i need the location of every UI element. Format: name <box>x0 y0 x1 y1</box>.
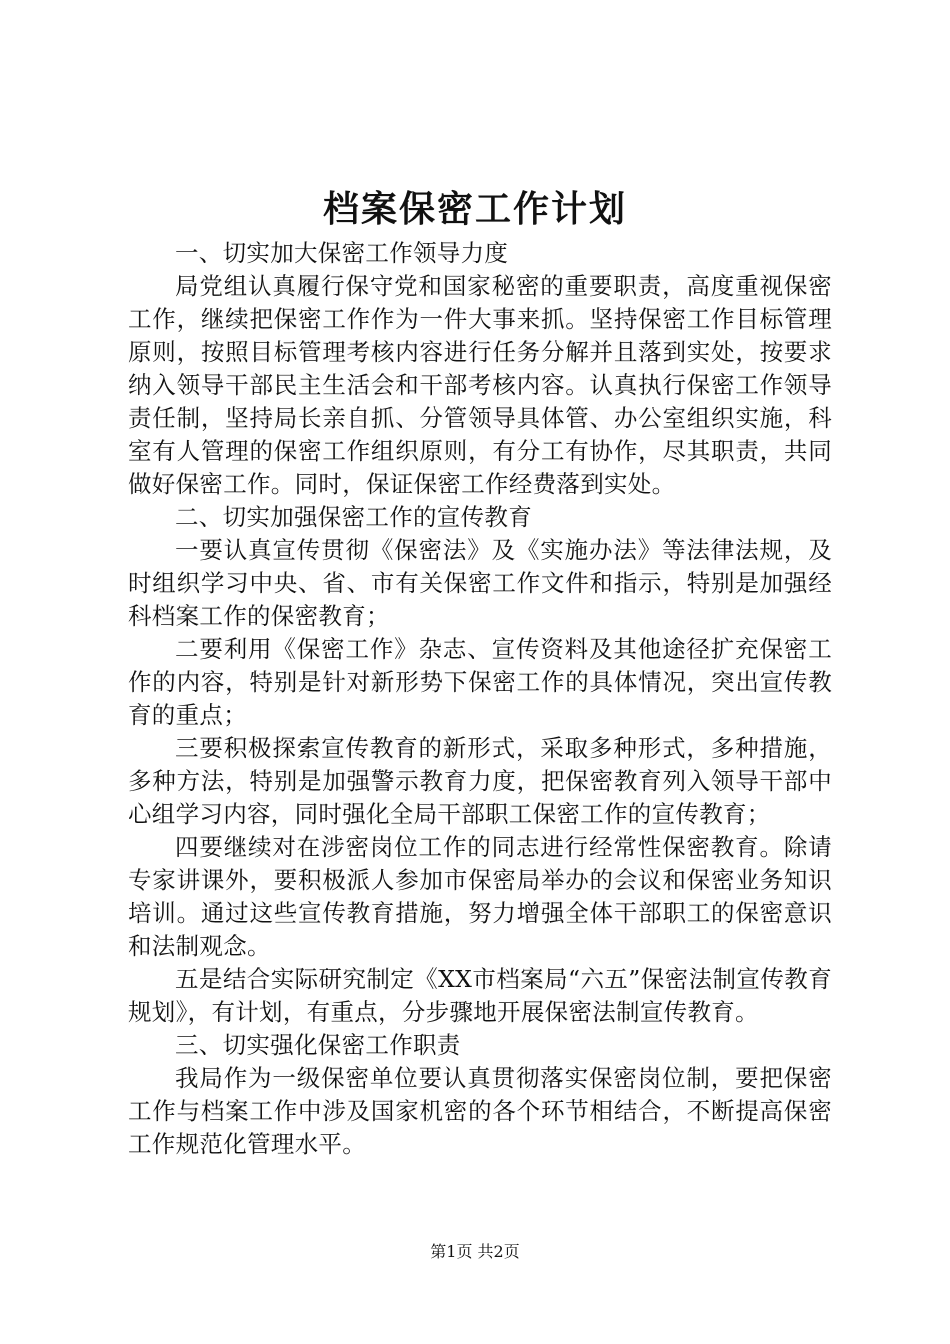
document-title: 档案保密工作计划 <box>322 188 627 230</box>
paragraph: 四要继续对在涉密岗位工作的同志进行经常性保密教育。除请专家讲课外，要积极派人参加市保密局举办的会议和保密业务知识培训。通过这些宣传教育措施，努力增强全体干部职工的保密意识和法制观念。 <box>128 833 832 960</box>
section-heading-3: 三、切实强化保密工作职责 <box>175 1031 461 1059</box>
paragraph: 我局作为一级保密单位要认真贯彻落实保密岗位制，要把保密工作与档案工作中涉及国家机密的各个环节相结合，不断提高保密工作规范化管理水平。 <box>128 1064 832 1158</box>
paragraph: 五是结合实际研究制定《XX市档案局“六五”保密法制宣传教育规划》，有计划，有重点，分步骤地开展保密法制宣传教育。 <box>128 965 832 1026</box>
document-body <box>128 237 832 1161</box>
paragraph: 三要积极探索宣传教育的新形式，采取多种形式，多种措施，多种方法，特别是加强警示教育力度，把保密教育列入领导干部中心组学习内容，同时强化全局干部职工保密工作的宣传教育； <box>128 734 832 828</box>
section-heading-2: 二、切实加强保密工作的宣传教育 <box>175 503 532 531</box>
paragraph: 一要认真宣传贯彻《保密法》及《实施办法》等法律法规，及时组织学习中央、省、市有关保密工作文件和指示，特别是加强经科档案工作的保密教育； <box>128 536 832 630</box>
paragraph: 局党组认真履行保守党和国家秘密的重要职责，高度重视保密工作，继续把保密工作作为一件大事来抓。坚持保密工作目标管理原则，按照目标管理考核内容进行任务分解并且落到实处，按要求纳入领导干部民主生活会和干部考核内容。认真执行保密工作领导责任制，坚持局长亲自抓、分管领导具体管、办公室组织实施，科室有人管理的保密工作组织原则，有分工有协作，尽其职责，共同做好保密工作。同时，保证保密工作经费落到实处。 <box>128 272 832 498</box>
paragraph: 二要利用《保密工作》杂志、宣传资料及其他途径扩充保密工作的内容，特别是针对新形势下保密工作的具体情况，突出宣传教育的重点； <box>128 635 832 729</box>
section-heading-1: 一、切实加大保密工作领导力度 <box>175 239 509 267</box>
page-number-footer: 第1页 共2页 <box>430 1242 520 1261</box>
